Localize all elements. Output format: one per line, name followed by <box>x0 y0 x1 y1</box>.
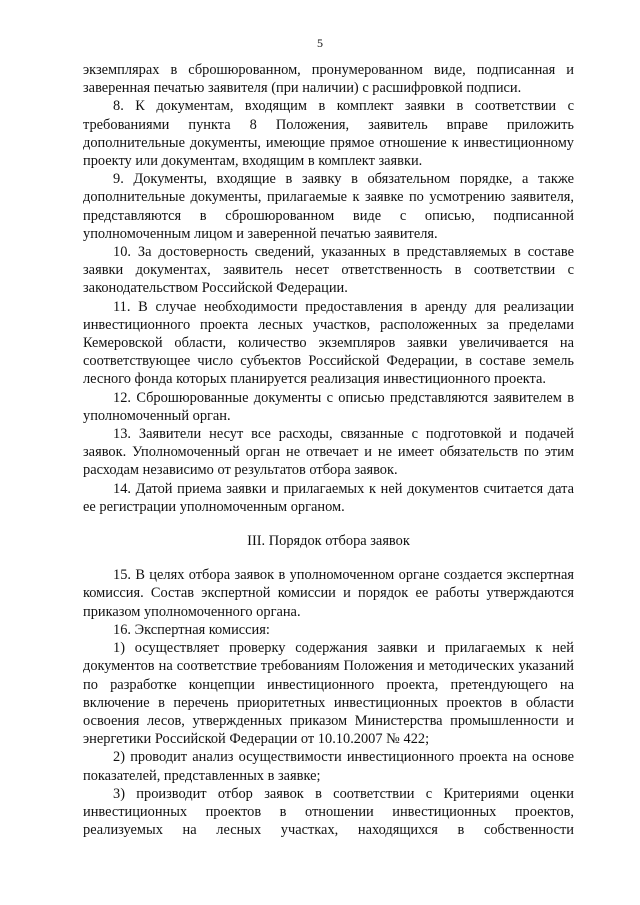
paragraph-8: 8. К документам, входящим в комплект заявки в соответствии с требованиями пункта 8 Положения, заявитель вправе приложить дополнительные документы, имеющие прямое отношение к инвестиционному проекту или документам, входящим в комплект заявки. <box>83 98 574 170</box>
paragraph-14: 14. Датой приема заявки и прилагаемых к ней документов считается дата ее регистрации уполномоченным органом. <box>83 480 574 515</box>
paragraph-16: 16. Экспертная комиссия: <box>113 621 270 638</box>
paragraph-11: 11. В случае необходимости предоставления в аренду для реализации инвестиционного проекта лесных участков, расположенных за пределами Кемеровской области, количество экземпляров заявки увеличивается на соответствующее число субъектов Российской Федерации, в составе земель лесного фонда которых планируется реализация инвестиционного проекта. <box>83 298 574 388</box>
paragraph-9: 9. Документы, входящие в заявку в обязательном порядке, а также дополнительные документы, прилагаемые к заявке по усмотрению заявителя, представляются в сброшюрованном виде с описью, подписанной уполномоченным лицом и заверенной печатью заявителя. <box>83 171 574 242</box>
page-number: 5 <box>317 36 323 50</box>
document-body <box>83 61 574 839</box>
paragraph-12: 12. Сброшюрованные документы с описью представляются заявителем в уполномоченный орган. <box>83 389 574 424</box>
paragraph-15: 15. В целях отбора заявок в уполномоченном органе создается экспертная комиссия. Состав экспертной комиссии и порядок ее работы утверждаются приказом уполномоченного органа. <box>83 567 574 620</box>
section-heading: III. Порядок отбора заявок <box>247 533 410 550</box>
paragraph-16-item-3: 3) производит отбор заявок в соответствии с Критериями оценки инвестиционных проектов в отношении инвестиционных проектов, реализуемых на лесных участках, находящихся в собственности <box>83 785 574 839</box>
paragraph-10: 10. За достоверность сведений, указанных в представляемых в составе заявки документах, заявитель несет ответственность в соответствии с законодательством Российской Федерации. <box>83 244 574 297</box>
paragraph-13: 13. Заявители несут все расходы, связанные с подготовкой и подачей заявок. Уполномоченный орган не отвечает и не имеет обязательств по этим расходам независимо от результатов отбора заявок. <box>83 426 574 479</box>
paragraph-16-item-1: 1) осуществляет проверку содержания заявки и прилагаемых к ней документов на соответствие требованиям Положения и методических указаний по разработке концепции инвестиционного проекта, претендующего на включение в перечень приоритетных инвестиционных проектов в области освоения лесов, утвержденных приказом Министерства промышленности и энергетики Российской Федерации от 10.10.2007 № 422; <box>83 640 574 748</box>
paragraph-16-item-2: 2) проводит анализ осуществимости инвестиционного проекта на основе показателей, представленных в заявке; <box>83 749 574 784</box>
paragraph-7-continued: экземплярах в сброшюрованном, пронумерованном виде, подписанная и заверенная печатью заявителя (при наличии) с расшифровкой подписи. <box>83 62 574 97</box>
